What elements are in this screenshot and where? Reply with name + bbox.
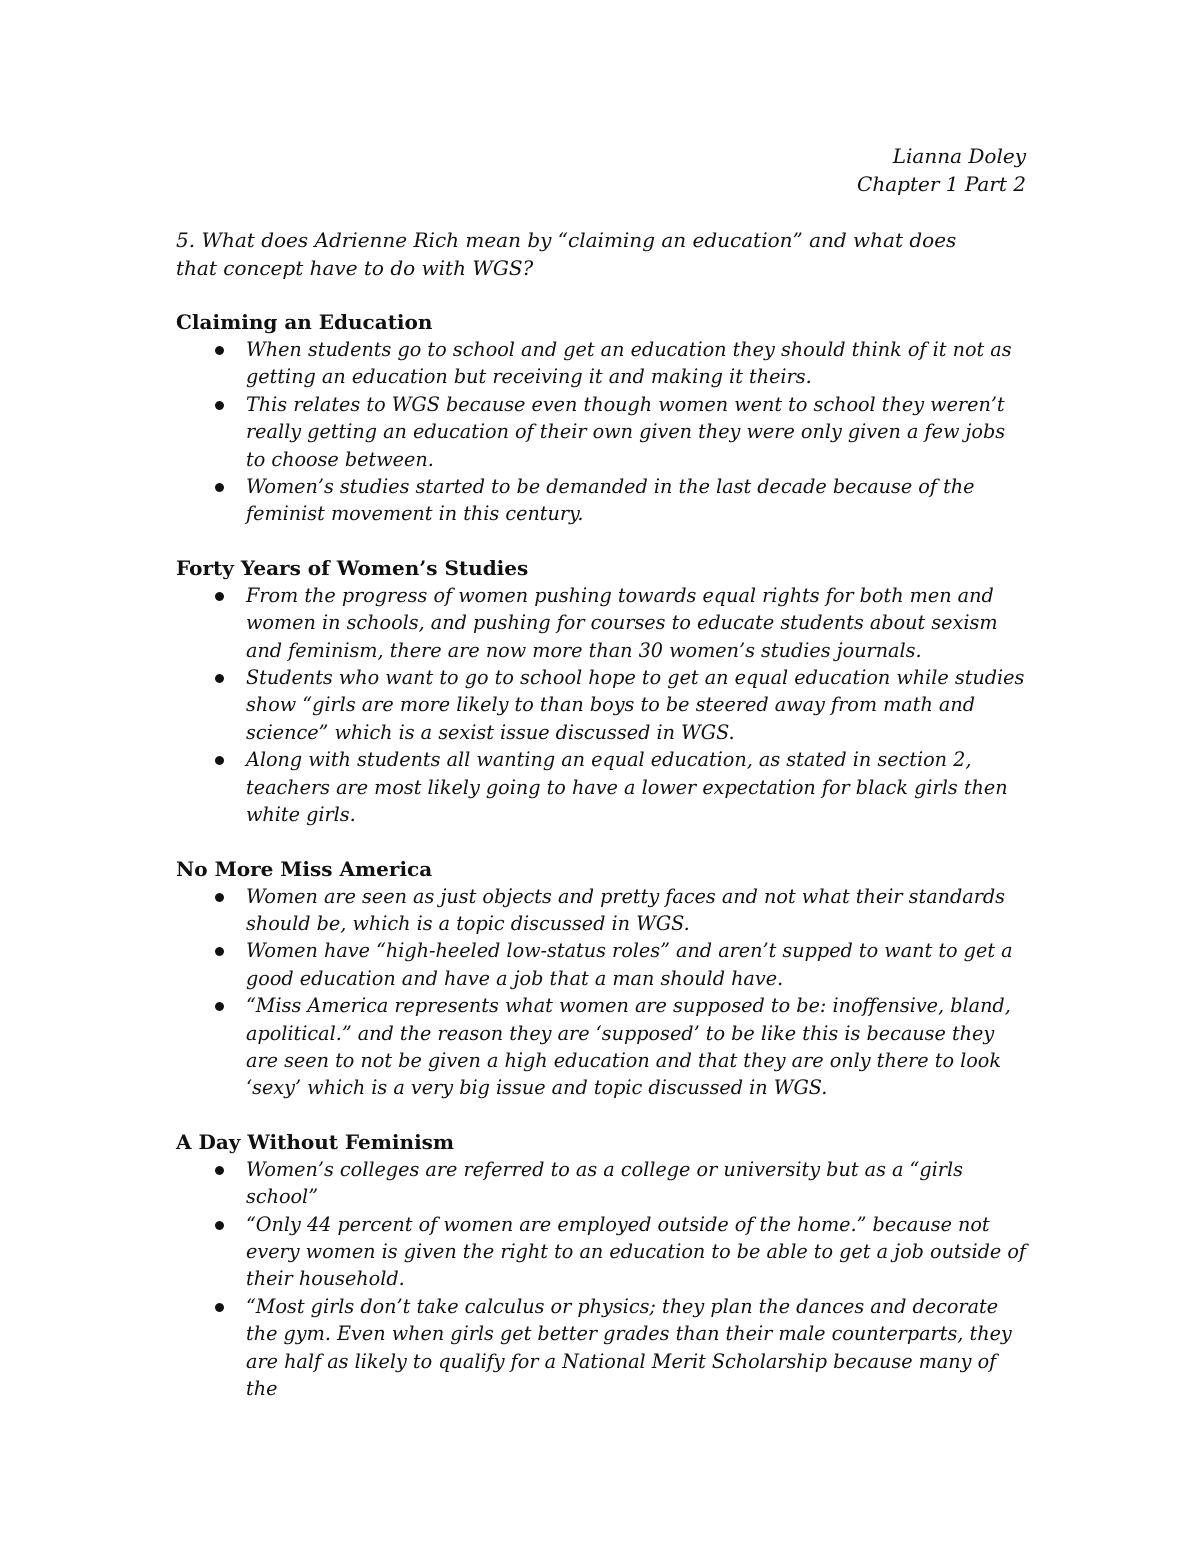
bullet-icon xyxy=(215,346,224,355)
bullet-icon xyxy=(215,592,224,601)
bullet-item xyxy=(176,1156,1026,1211)
bullet-text: “Only 44 percent of women are employed outside of the home.” because not every women is given the right to an education to be able to get a job outside of their household. xyxy=(246,1212,1027,1291)
bullet-item xyxy=(176,1293,1026,1403)
section xyxy=(176,308,1026,528)
bullet-text: Women’s colleges are referred to as a college or university but as a “girls school” xyxy=(246,1157,963,1209)
section-heading: Claiming an Education xyxy=(176,310,433,334)
bullet-list xyxy=(176,883,1026,1102)
bullet-item xyxy=(176,883,1026,938)
bullet-text: Along with students all wanting an equal education, as stated in section 2, teachers are most likely going to have a lower expectation for black girls then white girls. xyxy=(246,748,1008,827)
bullet-text: Women have “high-heeled low-status roles” and aren’t supped to want to get a good education and have a job that a man should have. xyxy=(246,939,1013,990)
bullet-icon xyxy=(215,674,224,683)
assignment-title: Chapter 1 Part 2 xyxy=(857,172,1026,196)
bullet-icon xyxy=(215,483,224,492)
bullet-list xyxy=(176,582,1026,829)
bullet-item xyxy=(176,336,1026,391)
section-heading: Forty Years of Women’s Studies xyxy=(176,555,529,580)
bullet-text: Women’s studies started to be demanded in the last decade because of the feminist movement in this century. xyxy=(246,475,975,526)
sections-container xyxy=(176,308,1026,1402)
section xyxy=(176,1128,1026,1403)
bullet-text: Students who want to go to school hope to get an equal education while studies show “girls are more likely to than boys to be steered away from math and science” which is a sexist issue discussed in WGS. xyxy=(246,666,1025,744)
bullet-icon xyxy=(215,1221,224,1230)
bullet-text: From the progress of women pushing towards equal rights for both men and women in schools, and pushing for courses to educate students about sexism and feminism, there are now more than 30 women’s studies journals. xyxy=(246,583,998,662)
section-heading: A Day Without Feminism xyxy=(176,1129,455,1154)
bullet-icon xyxy=(215,1166,224,1175)
author-name: Lianna Doley xyxy=(892,144,1026,168)
bullet-list xyxy=(176,1156,1026,1403)
bullet-item xyxy=(176,746,1026,828)
bullet-text: Women are seen as just objects and pretty faces and not what their standards should be, which is a topic discussed in WGS. xyxy=(246,884,1006,935)
bullet-text: When students go to school and get an education they should think of it not as getting an education but receiving it and making it theirs. xyxy=(246,338,1012,389)
bullet-item xyxy=(176,992,1026,1102)
bullet-icon xyxy=(215,756,224,765)
bullet-text: “Most girls don’t take calculus or physics; they plan the dances and decorate the gym. Even when girls get better grades than their male counterparts, they are half as likely to qualify for a National Merit Scholarship because many of the xyxy=(246,1294,1012,1400)
section-heading: No More Miss America xyxy=(176,856,433,881)
bullet-item xyxy=(176,937,1026,992)
document-header xyxy=(176,142,1026,198)
bullet-icon xyxy=(215,401,224,410)
bullet-item xyxy=(176,664,1026,746)
bullet-item xyxy=(176,473,1026,528)
bullet-icon xyxy=(215,893,224,902)
question-text: 5. What does Adrienne Rich mean by “claiming an education” and what does that concept have to do with WGS? xyxy=(176,228,957,280)
bullet-icon xyxy=(215,947,224,956)
bullet-list xyxy=(176,336,1026,528)
section xyxy=(176,855,1026,1102)
bullet-text: This relates to WGS because even though women went to school they weren’t really getting an education of their own given they were only given a few jobs to choose between. xyxy=(246,392,1006,471)
section xyxy=(176,554,1026,829)
bullet-item xyxy=(176,1211,1026,1293)
bullet-icon xyxy=(215,1002,224,1011)
bullet-icon xyxy=(215,1303,224,1312)
document-page xyxy=(176,142,1026,1402)
bullet-item xyxy=(176,391,1026,473)
bullet-text: “Miss America represents what women are supposed to be: inoffensive, bland, apolitical.” and the reason they are ‘supposed’ to be like this is because they are seen to not be given a high education and that they are only there to look ‘sexy’ which is a very big issue and topic discussed in WGS. xyxy=(246,994,1011,1100)
bullet-item xyxy=(176,582,1026,664)
